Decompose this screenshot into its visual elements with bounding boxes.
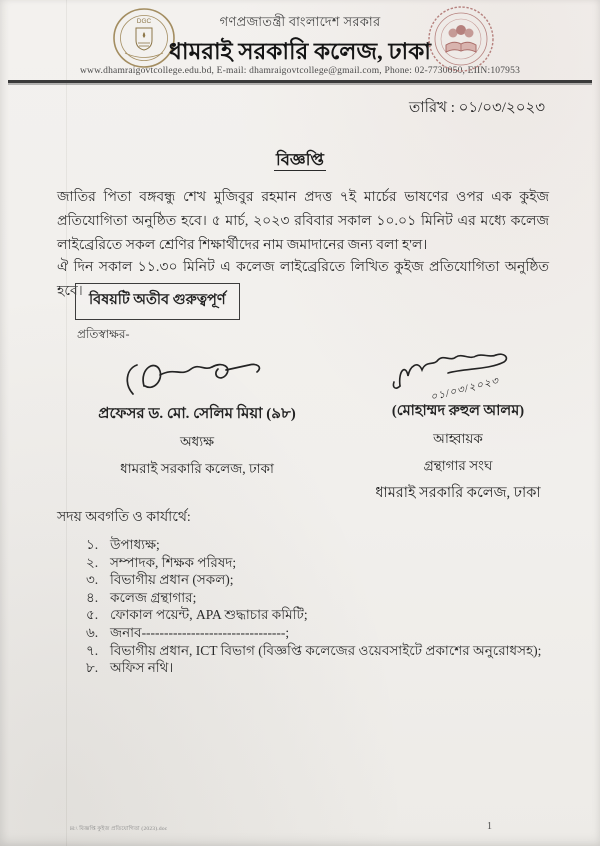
list-item [86, 589, 556, 607]
convener-title: আহ্বায়ক [433, 431, 483, 446]
notice-paragraph-2: ঐ দিন সকাল ১১.৩০ মিনিট এ কলেজ লাইব্রেরিতে লিখিত কুইজ প্রতিযোগিতা অনুষ্ঠিত হবে। [57, 260, 549, 299]
signature-block-principal [72, 356, 322, 481]
convener-name: (মোহাম্মদ রুহুল আলম) [391, 403, 525, 419]
list-item-text: অফিস নথি। [110, 660, 174, 676]
list-item-number: ৪. [86, 589, 99, 605]
page-number: 1 [487, 821, 492, 832]
college-book-seal-icon [425, 4, 497, 74]
seal-monogram-text: DGC [136, 18, 152, 25]
list-item-text: ফোকাল পয়েন্ট, APA শুদ্ধাচার কমিটি; [110, 607, 308, 623]
list-item-number: ২. [86, 554, 99, 570]
list-item-text: কলেজ গ্রন্থাগার; [110, 589, 197, 605]
distribution-list [86, 536, 556, 677]
list-item-text: সম্পাদক, শিক্ষক পরিষদ; [110, 554, 237, 570]
handwritten-date: ০১/০৩/২০২৩ [429, 375, 501, 404]
letterhead-divider-rule [8, 80, 592, 83]
notice-title-text: বিজ্ঞপ্তি [276, 150, 324, 169]
list-item-text: জনাব--------------------------------; [110, 624, 290, 640]
signature-block-convener [338, 352, 578, 506]
notice-paragraph-1: জাতির পিতা বঙ্গবন্ধু শেখ মুজিবুর রহমান প্রদত্ত ৭ই মার্চের ভাষণের ওপর এক কুইজ প্রতিযোগিতা অনুষ্ঠিত হবে। ৫ মার্চ, ২০২৩ রবিবার সকাল ১০.০১ মিনিট এর মধ্যে কলেজ লাইব্রেরিতে সকল শ্রেণির শিক্ষার্থীদের নাম জমাদানের জন্য বলা হ'ল। [57, 190, 549, 253]
list-item [86, 642, 556, 660]
principal-title: অধ্যক্ষ [179, 434, 215, 449]
principal-signature-icon [117, 356, 277, 400]
countersign-label: প্রতিস্বাক্ষর- [77, 327, 130, 341]
notice-title [0, 147, 600, 174]
list-item-number: ১. [86, 537, 99, 552]
contact-line: www.dhamraigovtcollege.edu.bd, E-mail: dhamraigovtcollege@gmail.com, Phone: 02-7730050, EIIN:107953 [79, 66, 521, 76]
convener-org2: ধামরাই সরকারি কলেজ, ঢাকা [375, 485, 541, 501]
document-file-path: H:\ বিজ্ঞপ্তি কুইজ প্রতিযোগিতা (2023).doc [70, 826, 168, 832]
government-line: গণপ্রজাতন্ত্রী বাংলাদেশ সরকার [219, 14, 381, 29]
list-item [86, 536, 556, 554]
list-item-number: ৫. [86, 607, 99, 623]
principal-org: ধামরাই সরকারি কলেজ, ঢাকা [120, 461, 274, 476]
list-item-number: ৩. [86, 572, 99, 588]
convener-org1: গ্রন্থাগার সংঘ [423, 458, 493, 473]
list-item [86, 571, 556, 589]
list-item-number: ৬. [86, 624, 99, 640]
list-item-text: বিভাগীয় প্রধান, ICT বিভাগ (বিজ্ঞপ্তি কলেজের ওয়েবসাইটে প্রকাশের অনুরোধসহ); [110, 642, 542, 658]
list-item-number: ৭. [86, 642, 99, 658]
list-item [86, 624, 556, 642]
list-item-text: উপাধ্যক্ষ; [110, 537, 160, 552]
list-item [86, 659, 556, 677]
college-name: ধামরাই সরকারি কলেজ, ঢাকা [169, 39, 431, 64]
list-item [86, 554, 556, 572]
list-item-number: ৮. [86, 660, 99, 676]
important-note-box: বিষয়টি অতীব গুরুত্বপূর্ণ [75, 283, 240, 320]
scan-crease-line [66, 0, 67, 846]
date-line: তারিখ : ০১/০৩/২০২৩ [408, 100, 545, 116]
list-item-text: বিভাগীয় প্রধান (সকল); [110, 572, 234, 588]
list-item [86, 606, 556, 624]
distribution-heading: সদয় অবগতি ও কার্যার্থে: [57, 510, 191, 525]
principal-name: প্রফেসর ড. মো. সেলিম মিয়া (৯৮) [98, 406, 296, 422]
